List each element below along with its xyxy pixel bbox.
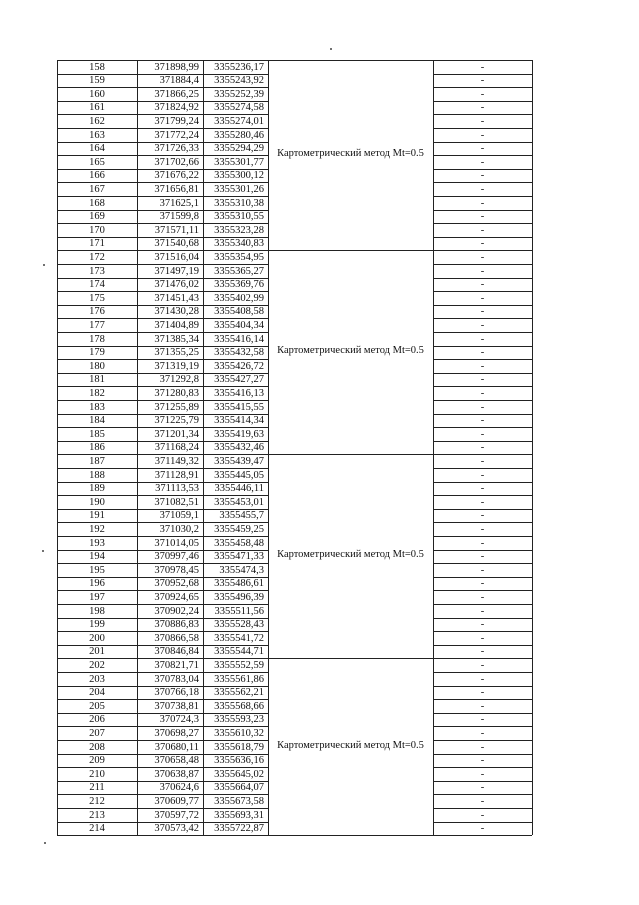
point-number: 176 xyxy=(89,306,105,318)
point-number: 195 xyxy=(89,564,105,576)
x-coordinate: 371404,89 xyxy=(154,319,199,331)
y-coordinate: 3355323,28 xyxy=(214,224,264,236)
y-coordinate: 3355236,17 xyxy=(214,61,264,73)
y-coordinate: 3355416,13 xyxy=(214,387,264,399)
point-number: 188 xyxy=(89,469,105,481)
y-coordinate: 3355552,59 xyxy=(214,659,264,671)
point-number: 191 xyxy=(89,510,105,522)
x-coordinate: 371571,11 xyxy=(154,224,199,236)
x-coordinate: 371898,99 xyxy=(154,61,199,73)
accuracy-value: - xyxy=(480,755,485,767)
x-coordinate: 371772,24 xyxy=(154,129,199,141)
y-coordinate: 3355274,01 xyxy=(214,115,264,127)
accuracy-value: - xyxy=(480,673,485,685)
determination-method: Картометрический метод Mt=0.5 xyxy=(277,739,424,751)
accuracy-value: - xyxy=(480,224,485,236)
column-divider xyxy=(57,60,58,835)
y-coordinate: 3355365,27 xyxy=(214,265,264,277)
y-coordinate: 3355528,43 xyxy=(214,619,264,631)
accuracy-value: - xyxy=(480,619,485,631)
accuracy-value: - xyxy=(480,428,485,440)
y-coordinate: 3355593,23 xyxy=(214,714,264,726)
accuracy-value: - xyxy=(480,578,485,590)
point-number: 189 xyxy=(89,483,105,495)
y-coordinate: 3355427,27 xyxy=(214,374,264,386)
point-number: 187 xyxy=(89,455,105,467)
point-number: 209 xyxy=(89,755,105,767)
accuracy-value: - xyxy=(480,183,485,195)
x-coordinate: 371014,05 xyxy=(154,537,199,549)
y-coordinate: 3355402,99 xyxy=(214,292,264,304)
accuracy-value: - xyxy=(480,659,485,671)
accuracy-value: - xyxy=(480,143,485,155)
point-number: 207 xyxy=(89,727,105,739)
y-coordinate: 3355301,77 xyxy=(214,156,264,168)
x-coordinate: 371292,8 xyxy=(159,374,199,386)
point-number: 161 xyxy=(89,102,105,114)
y-coordinate: 3355544,71 xyxy=(214,646,264,658)
point-number: 200 xyxy=(89,632,105,644)
accuracy-value: - xyxy=(480,632,485,644)
point-number: 202 xyxy=(89,659,105,671)
point-number: 201 xyxy=(89,646,105,658)
y-coordinate: 3355673,58 xyxy=(214,795,264,807)
accuracy-value: - xyxy=(480,333,485,345)
x-coordinate: 371540,68 xyxy=(154,238,199,250)
y-coordinate: 3355354,95 xyxy=(214,251,264,263)
point-number: 177 xyxy=(89,319,105,331)
point-number: 169 xyxy=(89,211,105,223)
y-coordinate: 3355416,14 xyxy=(214,333,264,345)
y-coordinate: 3355310,38 xyxy=(214,197,264,209)
accuracy-value: - xyxy=(480,306,485,318)
accuracy-value: - xyxy=(480,741,485,753)
y-coordinate: 3355496,39 xyxy=(214,591,264,603)
x-coordinate: 370997,46 xyxy=(154,551,199,563)
scan-speck xyxy=(42,550,44,552)
point-number: 162 xyxy=(89,115,105,127)
accuracy-value: - xyxy=(480,551,485,563)
y-coordinate: 3355369,76 xyxy=(214,279,264,291)
point-number: 175 xyxy=(89,292,105,304)
x-coordinate: 371656,81 xyxy=(154,183,199,195)
x-coordinate: 371476,02 xyxy=(154,279,199,291)
x-coordinate: 371030,2 xyxy=(159,523,199,535)
accuracy-value: - xyxy=(480,605,485,617)
y-coordinate: 3355280,46 xyxy=(214,129,264,141)
accuracy-value: - xyxy=(480,700,485,712)
point-number: 180 xyxy=(89,360,105,372)
y-coordinate: 3355310,55 xyxy=(214,211,264,223)
y-coordinate: 3355432,58 xyxy=(214,347,264,359)
accuracy-value: - xyxy=(480,401,485,413)
accuracy-value: - xyxy=(480,238,485,250)
x-coordinate: 371385,34 xyxy=(154,333,199,345)
accuracy-value: - xyxy=(480,415,485,427)
group-divider xyxy=(268,454,433,455)
point-number: 182 xyxy=(89,387,105,399)
point-number: 159 xyxy=(89,75,105,87)
y-coordinate: 3355243,92 xyxy=(214,75,264,87)
accuracy-value: - xyxy=(480,102,485,114)
group-divider xyxy=(268,250,433,251)
x-coordinate: 371866,25 xyxy=(154,88,199,100)
accuracy-value: - xyxy=(480,646,485,658)
y-coordinate: 3355453,01 xyxy=(214,496,264,508)
determination-method: Картометрический метод Mt=0.5 xyxy=(277,345,424,357)
y-coordinate: 3355340,83 xyxy=(214,238,264,250)
x-coordinate: 371280,83 xyxy=(154,387,199,399)
point-number: 208 xyxy=(89,741,105,753)
y-coordinate: 3355414,34 xyxy=(214,415,264,427)
column-divider xyxy=(532,60,533,835)
y-coordinate: 3355445,05 xyxy=(214,469,264,481)
column-divider xyxy=(137,60,138,835)
x-coordinate: 371128,91 xyxy=(154,469,199,481)
determination-method: Картометрический метод Mt=0.5 xyxy=(277,148,424,160)
point-number: 185 xyxy=(89,428,105,440)
y-coordinate: 3355294,29 xyxy=(214,143,264,155)
accuracy-value: - xyxy=(480,170,485,182)
x-coordinate: 370638,87 xyxy=(154,768,199,780)
accuracy-value: - xyxy=(480,809,485,821)
accuracy-value: - xyxy=(480,347,485,359)
point-number: 171 xyxy=(89,238,105,250)
y-coordinate: 3355458,48 xyxy=(214,537,264,549)
accuracy-value: - xyxy=(480,292,485,304)
point-number: 194 xyxy=(89,551,105,563)
y-coordinate: 3355432,46 xyxy=(214,442,264,454)
x-coordinate: 371702,66 xyxy=(154,156,199,168)
accuracy-value: - xyxy=(480,374,485,386)
x-coordinate: 370738,81 xyxy=(154,700,199,712)
determination-method: Картометрический метод Mt=0.5 xyxy=(277,549,424,561)
y-coordinate: 3355541,72 xyxy=(214,632,264,644)
accuracy-value: - xyxy=(480,197,485,209)
y-coordinate: 3355511,56 xyxy=(214,605,264,617)
x-coordinate: 371113,53 xyxy=(155,483,199,495)
y-coordinate: 3355562,21 xyxy=(214,687,264,699)
x-coordinate: 370658,48 xyxy=(154,755,199,767)
point-number: 160 xyxy=(89,88,105,100)
accuracy-value: - xyxy=(480,75,485,87)
x-coordinate: 370724,3 xyxy=(159,714,199,726)
y-coordinate: 3355471,33 xyxy=(214,551,264,563)
accuracy-value: - xyxy=(480,591,485,603)
point-number: 165 xyxy=(89,156,105,168)
accuracy-value: - xyxy=(480,129,485,141)
y-coordinate: 3355722,87 xyxy=(214,823,264,835)
point-number: 199 xyxy=(89,619,105,631)
accuracy-value: - xyxy=(480,61,485,73)
group-divider xyxy=(268,835,433,836)
y-coordinate: 3355274,58 xyxy=(214,102,264,114)
x-coordinate: 371082,51 xyxy=(154,496,199,508)
point-number: 196 xyxy=(89,578,105,590)
y-coordinate: 3355459,25 xyxy=(214,523,264,535)
point-number: 167 xyxy=(89,183,105,195)
point-number: 178 xyxy=(89,333,105,345)
point-number: 172 xyxy=(89,251,105,263)
x-coordinate: 371599,8 xyxy=(159,211,199,223)
x-coordinate: 371430,28 xyxy=(154,306,199,318)
x-coordinate: 370680,11 xyxy=(154,741,199,753)
y-coordinate: 3355408,58 xyxy=(214,306,264,318)
point-number: 206 xyxy=(89,714,105,726)
x-coordinate: 371225,79 xyxy=(154,415,199,427)
accuracy-value: - xyxy=(480,510,485,522)
point-number: 186 xyxy=(89,442,105,454)
x-coordinate: 370886,83 xyxy=(154,619,199,631)
point-number: 181 xyxy=(89,374,105,386)
point-number: 193 xyxy=(89,537,105,549)
point-number: 214 xyxy=(89,823,105,835)
x-coordinate: 371726,33 xyxy=(154,143,199,155)
x-coordinate: 370609,77 xyxy=(154,795,199,807)
point-number: 184 xyxy=(89,415,105,427)
accuracy-value: - xyxy=(480,727,485,739)
y-coordinate: 3355439,47 xyxy=(214,455,264,467)
point-number: 173 xyxy=(89,265,105,277)
point-number: 166 xyxy=(89,170,105,182)
y-coordinate: 3355568,66 xyxy=(214,700,264,712)
point-number: 179 xyxy=(89,347,105,359)
y-coordinate: 3355561,86 xyxy=(214,673,264,685)
x-coordinate: 371625,1 xyxy=(159,197,199,209)
x-coordinate: 371497,19 xyxy=(154,265,199,277)
accuracy-value: - xyxy=(480,523,485,535)
point-number: 192 xyxy=(89,523,105,535)
accuracy-value: - xyxy=(480,537,485,549)
accuracy-value: - xyxy=(480,782,485,794)
accuracy-value: - xyxy=(480,714,485,726)
y-coordinate: 3355446,11 xyxy=(214,483,264,495)
accuracy-value: - xyxy=(480,156,485,168)
y-coordinate: 3355415,55 xyxy=(214,401,264,413)
accuracy-value: - xyxy=(480,251,485,263)
accuracy-value: - xyxy=(480,387,485,399)
y-coordinate: 3355486,61 xyxy=(214,578,264,590)
x-coordinate: 371319,19 xyxy=(154,360,199,372)
scan-speck xyxy=(43,264,45,266)
x-coordinate: 371149,32 xyxy=(154,455,199,467)
x-coordinate: 370624,6 xyxy=(159,782,199,794)
x-coordinate: 371059,1 xyxy=(159,510,199,522)
accuracy-value: - xyxy=(480,823,485,835)
point-number: 198 xyxy=(89,605,105,617)
point-number: 204 xyxy=(89,687,105,699)
x-coordinate: 371168,24 xyxy=(154,442,199,454)
y-coordinate: 3355610,32 xyxy=(214,727,264,739)
y-coordinate: 3355252,39 xyxy=(214,88,264,100)
point-number: 158 xyxy=(89,61,105,73)
x-coordinate: 370821,71 xyxy=(154,659,199,671)
group-divider xyxy=(268,60,433,61)
scan-speck xyxy=(330,48,332,50)
accuracy-value: - xyxy=(480,483,485,495)
x-coordinate: 371201,34 xyxy=(154,428,199,440)
x-coordinate: 370866,58 xyxy=(154,632,199,644)
accuracy-value: - xyxy=(480,687,485,699)
point-number: 164 xyxy=(89,143,105,155)
point-number: 190 xyxy=(89,496,105,508)
accuracy-value: - xyxy=(480,442,485,454)
column-divider xyxy=(203,60,204,835)
x-coordinate: 370846,84 xyxy=(154,646,199,658)
x-coordinate: 370902,24 xyxy=(154,605,199,617)
point-number: 197 xyxy=(89,591,105,603)
column-divider xyxy=(433,60,434,835)
point-number: 174 xyxy=(89,279,105,291)
y-coordinate: 3355474,3 xyxy=(219,564,264,576)
x-coordinate: 371451,43 xyxy=(154,292,199,304)
x-coordinate: 370978,45 xyxy=(154,564,199,576)
x-coordinate: 371355,25 xyxy=(154,347,199,359)
y-coordinate: 3355419,63 xyxy=(214,428,264,440)
x-coordinate: 370698,27 xyxy=(154,727,199,739)
group-divider xyxy=(268,658,433,659)
point-number: 203 xyxy=(89,673,105,685)
x-coordinate: 370783,04 xyxy=(154,673,199,685)
accuracy-value: - xyxy=(480,496,485,508)
y-coordinate: 3355301,26 xyxy=(214,183,264,195)
x-coordinate: 371824,92 xyxy=(154,102,199,114)
point-number: 212 xyxy=(89,795,105,807)
x-coordinate: 371676,22 xyxy=(154,170,199,182)
x-coordinate: 370573,42 xyxy=(154,823,199,835)
accuracy-value: - xyxy=(480,795,485,807)
accuracy-value: - xyxy=(480,360,485,372)
point-number: 205 xyxy=(89,700,105,712)
y-coordinate: 3355693,31 xyxy=(214,809,264,821)
y-coordinate: 3355300,12 xyxy=(214,170,264,182)
accuracy-value: - xyxy=(480,469,485,481)
accuracy-value: - xyxy=(480,319,485,331)
x-coordinate: 370766,18 xyxy=(154,687,199,699)
accuracy-value: - xyxy=(480,88,485,100)
x-coordinate: 371884,4 xyxy=(159,75,199,87)
y-coordinate: 3355455,7 xyxy=(219,510,264,522)
column-divider xyxy=(268,60,269,835)
point-number: 211 xyxy=(89,782,105,794)
accuracy-value: - xyxy=(480,279,485,291)
point-number: 213 xyxy=(89,809,105,821)
y-coordinate: 3355404,34 xyxy=(214,319,264,331)
x-coordinate: 371255,89 xyxy=(154,401,199,413)
y-coordinate: 3355636,16 xyxy=(214,755,264,767)
accuracy-value: - xyxy=(480,211,485,223)
point-number: 210 xyxy=(89,768,105,780)
accuracy-value: - xyxy=(480,564,485,576)
x-coordinate: 370952,68 xyxy=(154,578,199,590)
x-coordinate: 370924,65 xyxy=(154,591,199,603)
y-coordinate: 3355618,79 xyxy=(214,741,264,753)
point-number: 168 xyxy=(89,197,105,209)
point-number: 183 xyxy=(89,401,105,413)
y-coordinate: 3355664,07 xyxy=(214,782,264,794)
accuracy-value: - xyxy=(480,115,485,127)
x-coordinate: 370597,72 xyxy=(154,809,199,821)
accuracy-value: - xyxy=(480,768,485,780)
y-coordinate: 3355645,02 xyxy=(214,768,264,780)
point-number: 170 xyxy=(89,224,105,236)
x-coordinate: 371799,24 xyxy=(154,115,199,127)
point-number: 163 xyxy=(89,129,105,141)
y-coordinate: 3355426,72 xyxy=(214,360,264,372)
accuracy-value: - xyxy=(480,455,485,467)
x-coordinate: 371516,04 xyxy=(154,251,199,263)
scan-speck xyxy=(44,842,46,844)
accuracy-value: - xyxy=(480,265,485,277)
